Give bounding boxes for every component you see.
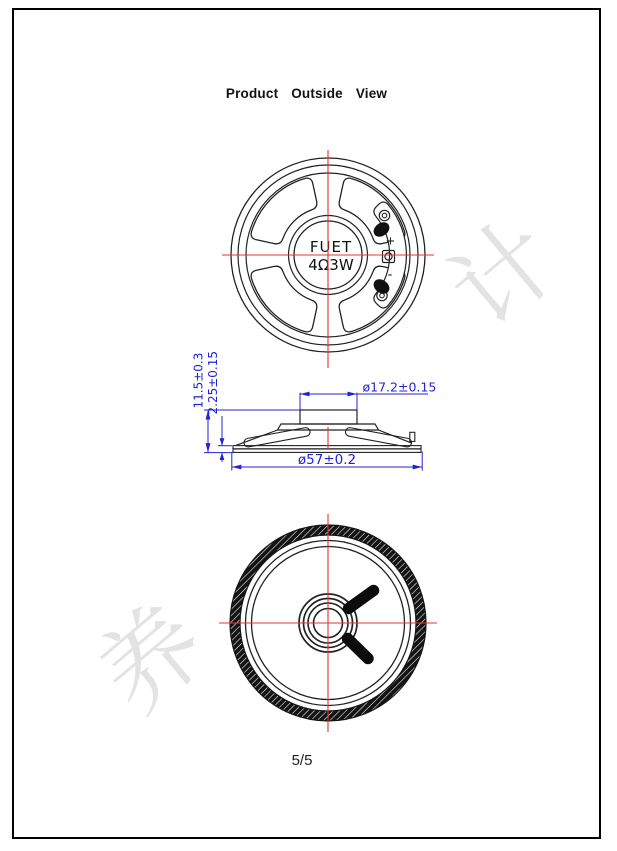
front-view (222, 150, 434, 368)
dim-arrow (220, 453, 225, 461)
terminal-plus-label: + (385, 233, 396, 248)
dim-arrow (300, 392, 310, 397)
dim-magnet-diameter-text: ø17.2±0.15 (362, 379, 437, 395)
dim-arrow (348, 392, 358, 397)
dust-cap-brand-text: FUET (309, 238, 353, 256)
terminal-lug-top (349, 591, 374, 609)
basket-window (251, 266, 317, 332)
page-title: Product Outside View (225, 86, 388, 101)
front-rim-profile (233, 446, 421, 449)
terminal-lug-bottom (348, 639, 369, 659)
watermark-fragment-right: 计 (427, 197, 580, 352)
terminal-minus-label: - (387, 267, 393, 283)
dim-overall-diameter-text: ø57±0.2 (297, 452, 357, 468)
watermark-fragment-left: 养 (75, 581, 228, 736)
dim-arrow (232, 465, 242, 470)
dim-arrow (413, 465, 423, 470)
dust-cap-spec-text: 4Ω3W (308, 256, 354, 274)
back-view (219, 514, 437, 732)
basket-window (251, 178, 317, 244)
dim-total-height-text: 11.5±0.3 (191, 352, 206, 409)
page-number: 5/5 (291, 752, 313, 769)
dim-flange-thickness-text: 2.25±0.15 (206, 351, 220, 415)
side-view (192, 351, 437, 471)
dim-arrow (206, 443, 211, 453)
dim-magnet-diameter (300, 393, 428, 410)
dim-arrow (220, 438, 225, 446)
magnet-profile (300, 410, 357, 424)
